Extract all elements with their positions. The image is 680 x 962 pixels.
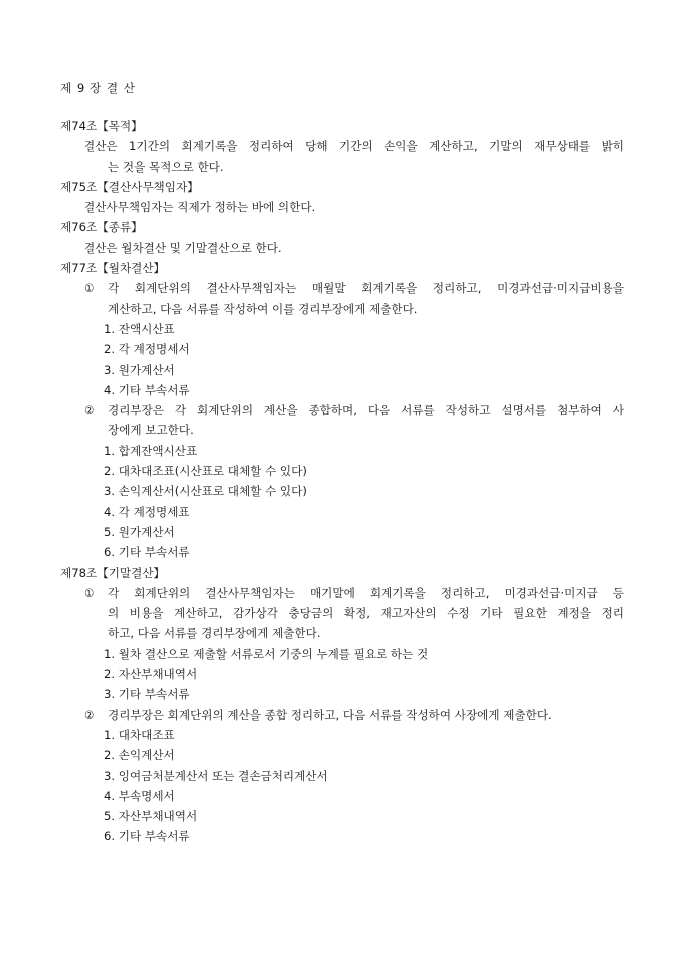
article-78-paragraph-2-line1 (0, 705, 680, 725)
list-item: 6. 기타 부속서류 (104, 829, 190, 844)
article-77-paragraph-1-line1 (0, 278, 680, 298)
article-74-heading: 제74조【목적】 (60, 119, 143, 133)
article-78-paragraph-1-line2: 의 비용을 계산하고, 감가상각 충당금의 확정, 재고자산의 수정 기타 필요한 계정을 정리 (108, 606, 624, 621)
paragraph-number: ① (84, 585, 95, 600)
list-item: 1. 잔액시산표 (104, 321, 175, 336)
list-item: 3. 기타 부속서류 (104, 687, 190, 702)
paragraph-text: 각 회계단위의 결산사무책임자는 매기말에 회계기록을 정리하고, 미경과선급·미지급 등 (108, 585, 624, 600)
article-77-paragraph-1-line2: 계산하고, 다음 서류를 작성하여 이를 경리부장에게 제출한다. (108, 301, 418, 316)
list-item: 3. 원가계산서 (104, 362, 175, 377)
article-78-paragraph-1-line3: 하고, 다음 서류를 경리부장에게 제출한다. (108, 626, 321, 641)
article-75-text: 결산사무책임자는 직제가 정하는 바에 의한다. (84, 200, 316, 215)
article-74-text-line1: 결산은 1기간의 회계기록을 정리하여 당해 기간의 손익을 계산하고, 기말의 재무상태를 밝히 (84, 139, 624, 154)
list-item: 2. 대차대조표(시산표로 대체할 수 있다) (104, 464, 307, 479)
list-item: 4. 기타 부속서류 (104, 382, 190, 397)
list-item: 1. 월차 결산으로 제출할 서류로서 기중의 누계를 필요로 하는 것 (104, 646, 429, 661)
article-74-text-line2: 는 것을 목적으로 한다. (108, 159, 224, 174)
paragraph-number: ② (84, 707, 95, 722)
paragraph-text: 경리부장은 각 회계단위의 계산을 종합하며, 다음 서류를 작성하고 설명서를 첨부하여 사 (108, 403, 624, 418)
list-item: 1. 합계잔액시산표 (104, 443, 198, 458)
article-78-paragraph-1-line1 (0, 583, 680, 603)
article-76-heading: 제76조【종류】 (60, 220, 143, 235)
list-item: 4. 부속명세서 (104, 788, 175, 803)
document-body (0, 116, 680, 847)
chapter-title: 제 9 장 결 산 (60, 81, 136, 95)
list-item: 3. 손익계산서(시산표로 대체할 수 있다) (104, 484, 307, 499)
article-78-heading: 제78조【기말결산】 (60, 565, 166, 580)
list-item: 5. 자산부채내역서 (104, 809, 198, 824)
list-item: 1. 대차대조표 (104, 727, 175, 742)
list-item: 4. 각 계정명세표 (104, 504, 190, 519)
list-item: 2. 각 계정명세서 (104, 342, 190, 357)
list-item: 2. 자산부채내역서 (104, 667, 198, 682)
paragraph-text: 각 회계단위의 결산사무책임자는 매월말 회계기록을 정리하고, 미경과선급·미지급비용을 (108, 281, 624, 296)
paragraph-number: ① (84, 281, 95, 296)
list-item: 2. 손익계산서 (104, 748, 175, 763)
article-77-paragraph-2-line2: 장에게 보고한다. (108, 423, 194, 438)
article-75-heading: 제75조【결산사무책임자】 (60, 179, 199, 194)
article-76-text: 결산은 월차결산 및 기말결산으로 한다. (84, 240, 282, 255)
article-77-paragraph-2-line1 (0, 400, 680, 420)
list-item: 5. 원가계산서 (104, 524, 175, 539)
article-77-heading: 제77조【월차결산】 (60, 261, 166, 276)
list-item: 3. 잉여금처분계산서 또는 결손금처리계산서 (104, 768, 328, 783)
paragraph-text: 경리부장은 회계단위의 계산을 종합 정리하고, 다음 서류를 작성하여 사장에게 제출한다. (108, 707, 552, 722)
list-item: 6. 기타 부속서류 (104, 545, 190, 560)
paragraph-number: ② (84, 403, 95, 418)
